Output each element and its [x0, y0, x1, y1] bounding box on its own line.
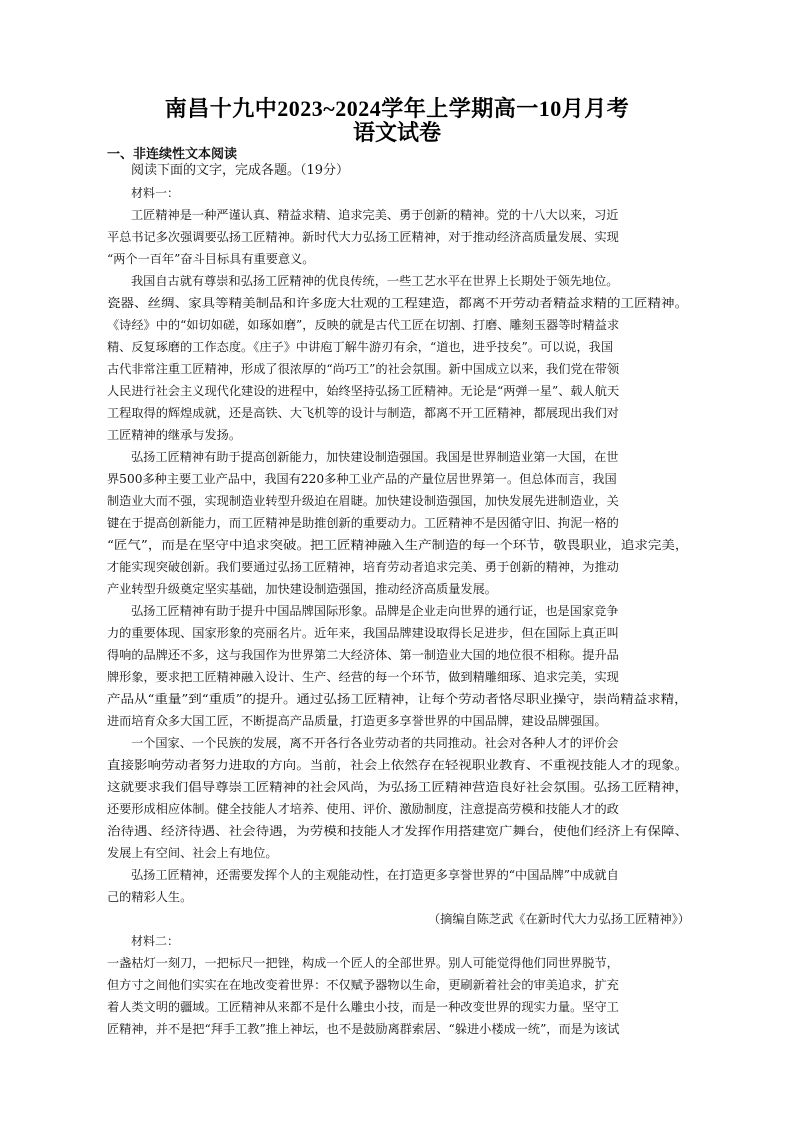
- body-line: 一个国家、一个民族的发展，离不开各行各业劳动者的共同推动。社会对各种人才的评价会: [131, 736, 619, 750]
- body-line: “两个一百年”奋斗目标具有重要意义。: [107, 252, 315, 266]
- body-line: 瓷器、丝绸、家具等精美制品和许多庞大壮观的工程建造，都离不开劳动者精益求精的工匠精神。: [107, 296, 689, 310]
- material-2-label: 材料二：: [131, 934, 180, 948]
- body-line: 工匠精神是一种严谨认真、精益求精、追求完美、勇于创新的精神。党的十八大以来，习近: [131, 208, 619, 222]
- body-line: 牌形象，要求把工匠精神融入设计、生产、经营的每一个环节，做到精雕细琢、追求完美，实现: [107, 670, 619, 684]
- body-line: 还要形成相应体制。健全技能人才培养、使用、评价、激励制度，注意提高劳模和技能人才的政: [107, 802, 619, 816]
- body-line: 人民进行社会主义现代化建设的进程中，始终坚持弘扬工匠精神。无论是“两弹一星”、载人航天: [107, 384, 620, 398]
- body-line: 发展上有空间、社会上有地位。: [107, 846, 278, 860]
- body-line: 《诗经》中的“如切如磋，如琢如磨”，反映的就是古代工匠在切割、打磨、雕刻玉器等时精益求: [107, 318, 620, 332]
- citation: （摘编自陈芝武《在新时代大力弘扬工匠精神》）: [427, 912, 690, 926]
- body-line: 才能实现突破创新。我们要通过弘扬工匠精神，培育劳动者追求完美、勇于创新的精神，为推动: [107, 560, 619, 574]
- body-line: 古代非常注重工匠精神，形成了很浓厚的“尚巧工”的社会氛围。新中国成立以来，我们党在带领: [107, 362, 620, 376]
- body-line: 产业转型升级奠定坚实基础，加快建设制造强国，推动经济高质量发展。: [107, 582, 497, 596]
- body-line: 但方寸之间他们实实在在地改变着世界：不仅赋予器物以生命，更刷新着社会的审美追求，扩充: [107, 978, 619, 992]
- body-line: 键在于提高创新能力，而工匠精神是助推创新的重要动力。工匠精神不是因循守旧、拘泥一格的: [107, 516, 619, 530]
- body-line: 力的重要体现、国家形象的亮丽名片。近年来，我国品牌建设取得长足进步，但在国际上真正叫: [107, 626, 619, 640]
- body-line: 己的精彩人生。: [107, 890, 193, 904]
- body-line: 弘扬工匠精神有助于提升中国品牌国际形象。品牌是企业走向世界的通行证，也是国家竞争: [131, 604, 619, 618]
- body-line: 弘扬工匠精神有助于提高创新能力，加快建设制造强国。我国是世界制造业第一大国，在世: [131, 450, 619, 464]
- body-line: 精、反复琢磨的工作态度。《庄子》中讲庖丁解牛游刃有余，“道也，进乎技矣”。可以说，我国: [107, 340, 614, 354]
- body-line: “匠气”，而是在坚守中追求突破。把工匠精神融入生产制造的每一个环节，敬畏职业，追求完美，: [107, 538, 689, 552]
- section-heading: 一、非连续性文本阅读: [107, 147, 238, 162]
- body-line: 进而培育众多大国工匠，不断提高产品质量，打造更多享誉世界的中国品牌，建设品牌强国。: [107, 714, 607, 728]
- body-line: 制造业大而不强，实现制造业转型升级迫在眉睫。加快建设制造强国，加快发展先进制造业，关: [107, 494, 619, 508]
- body-line: 平总书记多次强调要弘扬工匠精神。新时代大力弘扬工匠精神，对于推动经济高质量发展、实现: [107, 230, 619, 244]
- exam-subtitle: 语文试卷: [352, 120, 441, 145]
- body-line: 工匠精神的继承与发扬。: [107, 428, 242, 442]
- material-1-label: 材料一：: [131, 186, 180, 200]
- body-line: 着人类文明的疆域。工匠精神从来都不是什么雕虫小技，而是一种改变世界的现实力量。坚守工: [107, 1000, 619, 1014]
- body-line: 工程取得的辉煌成就，还是高铁、大飞机等的设计与制造，都离不开工匠精神，都展现出我们对: [107, 406, 619, 420]
- body-line: 界500多种主要工业产品中，我国有220多种工业产品的产量位居世界第一。但总体而言，我国: [107, 472, 617, 486]
- body-line: 治待遇、经济待遇、社会待遇，为劳模和技能人才发挥作用搭建宽广舞台，使他们经济上有保障、: [107, 824, 689, 838]
- body-line: 直接影响劳动者努力进取的方向。当前，社会上依然存在轻视职业教育、不重视技能人才的现象。: [107, 758, 689, 772]
- exam-title: 南昌十九中2023~2024学年上学期高一10月月考: [164, 96, 630, 121]
- body-line: 我国自古就有尊崇和弘扬工匠精神的优良传统，一些工艺水平在世界上长期处于领先地位。: [131, 274, 619, 288]
- body-line: 这就要求我们倡导尊崇工匠精神的社会风尚，为弘扬工匠精神营造良好社会氛围。弘扬工匠精神，: [107, 780, 689, 794]
- body-line: 一盏枯灯一刻刀，一把标尺一把锉，构成一个匠人的全部世界。别人可能觉得他们同世界脱节，: [107, 956, 619, 970]
- body-line: 匠精神，并不是把“拜手工教”推上神坛，也不是鼓励离群索居、“躲进小楼成一统”，而是为该试: [107, 1022, 620, 1036]
- body-line: 弘扬工匠精神，还需要发挥个人的主观能动性，在打造更多享誉世界的“中国品牌”中成就自: [131, 868, 619, 882]
- body-line: 产品从“重量”到“重质”的提升。通过弘扬工匠精神，让每个劳动者恪尽职业操守，崇尚精益求精，: [107, 692, 688, 706]
- body-line: 得响的品牌还不多，这与我国作为世界第二大经济体、第一制造业大国的地位很不相称。提升品: [107, 648, 619, 662]
- instruction: 阅读下面的文字，完成各题。（19分）: [131, 163, 350, 178]
